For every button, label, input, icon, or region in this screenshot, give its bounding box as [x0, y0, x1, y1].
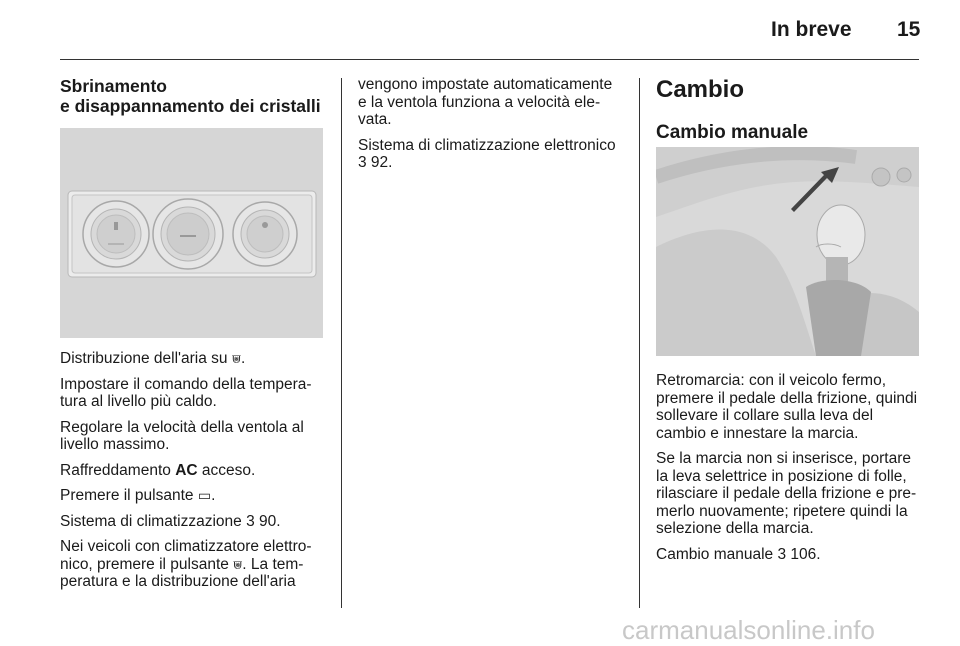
- windscreen-defrost-icon-2: ⩐: [233, 555, 243, 572]
- press-button-text: Premere il pulsante: [60, 487, 198, 504]
- paragraph-auto-set: vengono impostate automaticamente e la ventola funziona a velocità ele-vata.: [358, 76, 613, 128]
- page-reference-icon-3: 3: [777, 545, 787, 563]
- fan-speed-knob-icon: [153, 199, 223, 269]
- climate-ref-page: 90.: [254, 512, 281, 530]
- electronic-climate-ref-page: 92.: [366, 154, 393, 171]
- paragraph-climate-ref: [60, 513, 330, 531]
- paragraph-electronic-climate-ref: [358, 137, 624, 172]
- gear-lever-illustration: [656, 147, 919, 356]
- gearbox-heading: Cambio: [656, 76, 745, 103]
- column-3-body: [656, 372, 922, 571]
- gear-lever-figure: [656, 147, 919, 356]
- cooling-text: Raffreddamento: [60, 461, 176, 479]
- rear-window-heating-icon: ▭: [197, 487, 212, 503]
- page-header: [0, 0, 960, 62]
- paragraph-rear-heating: [60, 487, 330, 505]
- paragraph-air-distribution: [60, 350, 330, 368]
- paragraph-cooling: [60, 462, 330, 480]
- section-title: In breve: [771, 18, 852, 41]
- column-divider-2: [639, 78, 640, 608]
- air-distribution-text: Distribuzione dell'aria su: [60, 350, 232, 367]
- paragraph-manual-gearbox-ref: [656, 546, 922, 564]
- paragraph-reverse: Retromarcia: con il veicolo fermo, premere il pedale della frizione, quindi sollevare il collare sulla leva del cambio e innestare la marcia.: [656, 372, 918, 442]
- column-divider-1: [341, 78, 342, 608]
- paragraph-temperature: Impostare il comando della tempera-tura al livello più caldo.: [60, 375, 312, 410]
- climate-control-panel-illustration: [60, 128, 323, 338]
- page-reference-icon-2: 3: [358, 154, 367, 171]
- column-3: [656, 76, 922, 144]
- column-1: [60, 76, 330, 116]
- page-number: 15: [897, 18, 921, 41]
- manual-gearbox-subheading: Cambio manuale: [656, 122, 809, 143]
- paragraph-electronic-climate: [60, 538, 330, 591]
- windscreen-defrost-icon: ⩐: [231, 350, 241, 366]
- electronic-climate-ref-text: Sistema di climatizzazione elettronico: [358, 136, 616, 154]
- press-button-period: .: [211, 487, 216, 504]
- paragraph-fan-speed: Regolare la velocità della ventola al livello massimo.: [60, 418, 304, 453]
- cooling-text-end: acceso.: [197, 461, 256, 479]
- column-2: [358, 76, 624, 180]
- watermark: carmanualsonline.info: [622, 615, 875, 645]
- defrost-heading-line2: e disappannamento dei cristalli: [60, 96, 321, 116]
- header-rule: [60, 59, 919, 60]
- ac-label: AC: [175, 461, 198, 479]
- air-distribution-knob-icon: [233, 202, 297, 266]
- column-1-body: [60, 350, 330, 599]
- electronic-climate-text: Nei veicoli con climatizzatore elettro-nico, premere il pulsante: [60, 538, 312, 573]
- air-distribution-period: .: [240, 350, 246, 367]
- paragraph-gear-not-engaged: Se la marcia non si inserisce, portare la leva selettrice in posizione di folle, rilasciare il pedale della frizione e pre-merlo nuovamente; ripetere quindi la selezione della marcia.: [656, 450, 917, 537]
- climate-control-panel-figure: [60, 128, 323, 338]
- page-reference-icon: 3: [246, 512, 255, 530]
- electronic-climate-text-end: . La tem-peratura e la distribuzione dell'aria: [60, 555, 304, 590]
- temperature-knob-icon: [83, 201, 149, 267]
- defrost-heading-line1: Sbrinamento: [60, 76, 167, 96]
- climate-ref-text: Sistema di climatizzazione: [60, 512, 247, 530]
- manual-gearbox-ref-page: 106.: [786, 545, 821, 563]
- manual-gearbox-ref-text: Cambio manuale: [656, 545, 778, 563]
